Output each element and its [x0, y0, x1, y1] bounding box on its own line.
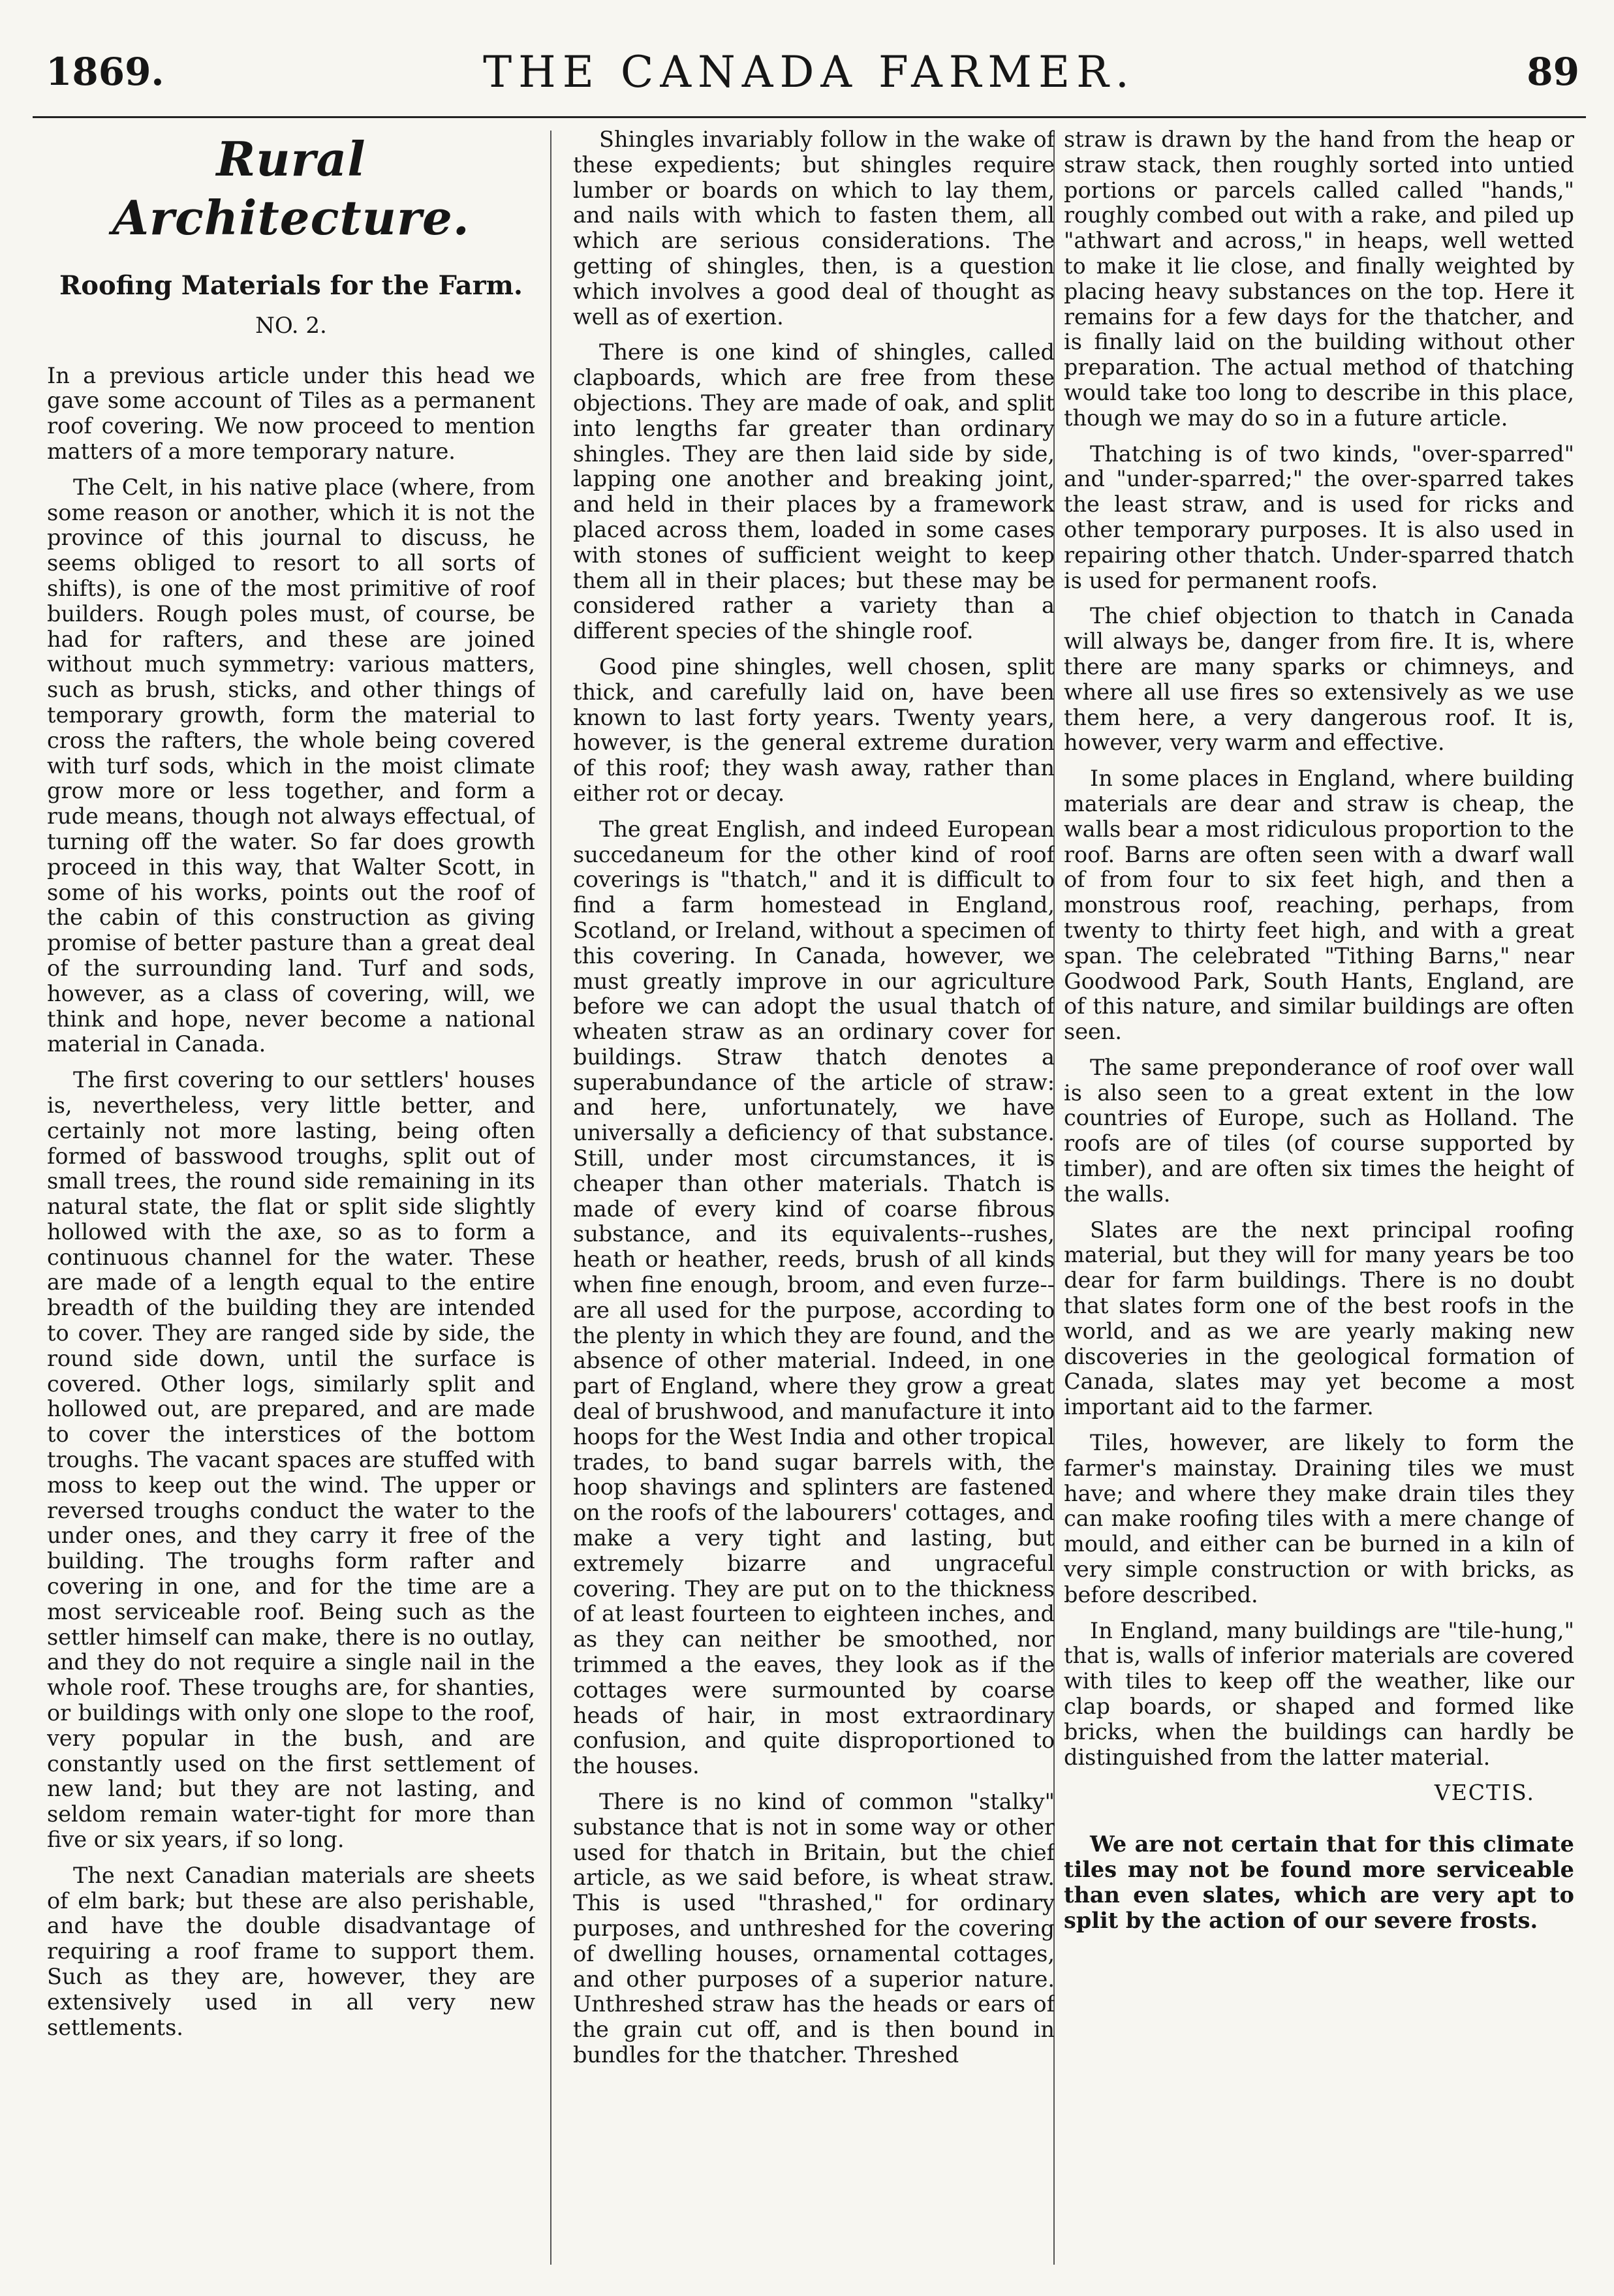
- paragraph: The same preponderance of roof over wall is also seen to a great extent in the low countries of Europe, such as Holland. The roofs are of tiles (of course supported by timber), and are often six times the height of the walls.: [1064, 1054, 1574, 1207]
- newspaper-title: THE CANADA FARMER.: [483, 47, 1136, 97]
- paragraph: There is one kind of shingles, called clapboards, which are free from these objections. They are made of oak, and split into lengths far greater than ordinary shingles. They are then laid side by side, lapping one another and breaking joint, and held in their places by a framework placed across them, loaded in some cases with stones of sufficient weight to keep them all in their places; but these may be considered rather a variety than a different species of the shingle roof.: [573, 339, 1055, 644]
- article-number: NO. 2.: [255, 312, 327, 339]
- paragraph: The first covering to our settlers' houses is, nevertheless, very little better, and certainly not more lasting, being often formed of basswood troughs, split out of small trees, the round side remaining in its natural state, the flat or split side slightly hollowed with the axe, so as to form a continuous channel for the water. These are made of a length equal to the entire breadth of the building they are intended to cover. They are ranged side by side, the round side down, until the surface is covered. Other logs, similarly split and hollowed out, are prepared, and are made to cover the interstices of the bottom troughs. The vacant spaces are stuffed with moss to keep out the wind. The upper or reversed troughs conduct the water to the under ones, and they carry it free of the building. The troughs form rafter and covering in one, and for the time are a most serviceable roof. Being such as the settler himself can make, there is no outlay, and they do not require a single nail in the whole roof. These troughs are, for shanties, or buildings with only one slope to the roof, very popular in the bush, and are constantly used on the first settlement of new land; but they are not lasting, and seldom remain water-tight for more than five or six years, if so long.: [47, 1067, 535, 1853]
- masthead: [33, 18, 1586, 118]
- editor-note: We are not certain that for this climate tiles may not be found more serviceable than even slates, which are very apt to split by the action of our severe frosts.: [1064, 1831, 1574, 1933]
- column-rule: [550, 131, 551, 2265]
- author-signature: VECTIS.: [1434, 1780, 1535, 1806]
- column-3: [1064, 127, 1574, 2261]
- section-heading: Rural Architecture.: [112, 131, 470, 245]
- paragraph: Thatching is of two kinds, "over-sparred" and "under-sparred;" the over-sparred takes the least straw, and is used for ricks and other temporary purposes. It is also used in repairing other thatch. Under-sparred thatch is used for permanent roofs.: [1064, 441, 1574, 593]
- paragraph: There is no kind of common "stalky" substance that is not in some way or other used for thatch in Britain, but the chief article, as we said before, is wheat straw. This is used "thrashed," for ordinary purposes, and unthreshed for the covering of dwelling houses, ornamental cottages, and other purposes of a superior nature. Unthreshed straw has the heads or ears of the grain cut off, and is then bound in bundles for the thatcher. Threshed: [573, 1789, 1055, 2068]
- paragraph: straw is drawn by the hand from the heap or straw stack, then roughly sorted into untied portions or parcels called called "hands," roughly combed out with a rake, and piled up "athwart and across," in heaps, well wetted to make it lie close, and finally weighted by placing heavy substances on the top. Here it remains for a few days for the thatcher, and is finally laid on the building without other preparation. The actual method of thatching would take too long to describe in this place, though we may do so in a future article.: [1064, 127, 1574, 431]
- page-number: 89: [1527, 50, 1579, 94]
- article-title: Roofing Materials for the Farm.: [59, 270, 523, 301]
- paragraph: The great English, and indeed European succedaneum for the other kind of roof coverings is "thatch," and it is difficult to find a farm homestead in England, Scotland, or Ireland, without a specimen of this covering. In Canada, however, we must greatly improve in our agriculture before we can adopt the usual thatch of wheaten straw as an ordinary cover for buildings. Straw thatch denotes a superabundance of the article of straw: and here, unfortunately, we have universally a deficiency of that substance. Still, under most circumstances, it is cheaper than other materials. Thatch is made of every kind of coarse fibrous substance, and its equivalents--rushes, heath or heather, reeds, brush of all kinds when fine enough, broom, and even furze--are all used for the purpose, according to the plenty in which they are found, and the absence of other material. Indeed, in one part of England, where they grow a great deal of brushwood, and manufacture it into hoops for the West India and other tropical trades, to band sugar barrels with, the hoop shavings and splinters are fastened on the roofs of the labourers' cottages, and make a very tight and lasting, but extremely bizarre and ungraceful covering. They are put on to the thickness of at least fourteen to eighteen inches, and as they can neither be smoothed, nor trimmed a the eaves, they look as if the cottages were surmounted by coarse heads of hair, in most extraordinary confusion, and quite disproportioned to the houses.: [573, 816, 1055, 1779]
- paragraph: Shingles invariably follow in the wake of these expedients; but shingles require lumber or boards on which to lay them, and nails with which to fasten them, all which are serious considerations. The getting of shingles, then, is a question which involves a good deal of thought as well as of exertion.: [573, 127, 1055, 330]
- paragraph: The chief objection to thatch in Canada will always be, danger from fire. It is, where there are many sparks or chimneys, and where all use fires so extensively as we use them here, a very dangerous roof. It is, however, very warm and effective.: [1064, 603, 1574, 756]
- paragraph: Good pine shingles, well chosen, split thick, and carefully laid on, have been known to last forty years. Twenty years, however, is the general extreme duration of this roof; they wash away, rather than either rot or decay.: [573, 653, 1055, 806]
- column-1: [47, 127, 535, 2261]
- header-year: 1869.: [46, 50, 164, 94]
- paragraph: The Celt, in his native place (where, from some reason or another, which it is not the province of this journal to discuss, he seems obliged to resort to all sorts of shifts), is one of the most primitive of roof builders. Rough poles must, of course, be had for rafters, and these are joined without much symmetry: various matters, such as brush, sticks, and other things of temporary growth, form the material to cross the rafters, the whole being covered with turf sods, which in the moist climate grow more or less together, and form a rude means, though not always effectual, of turning off the water. So far does growth proceed in this way, that Walter Scott, in some of his works, points out the roof of the cabin of this construction as giving promise of better pasture than a great deal of the surrounding land. Turf and sods, however, as a class of covering, will, we think and hope, never become a national material in Canada.: [47, 474, 535, 1057]
- paragraph: In some places in England, where building materials are dear and straw is cheap, the walls bear a most ridiculous proportion to the roof. Barns are often seen with a dwarf wall of from four to six feet high, and then a monstrous roof, reaching, perhaps, from twenty to thirty feet high, and with a great span. The celebrated "Tithing Barns," near Goodwood Park, South Hants, England, are of this nature, and similar buildings are often seen.: [1064, 766, 1574, 1045]
- column-2: [573, 127, 1055, 2261]
- paragraph: In England, many buildings are "tile-hung," that is, walls of inferior materials are covered with tiles to keep off the weather, like our clap boards, or shaped and formed like bricks, when the buildings can hardly be distinguished from the latter material.: [1064, 1617, 1574, 1770]
- paragraph: Tiles, however, are likely to form the farmer's mainstay. Draining tiles we must have; and where they make drain tiles they can make roofing tiles with a mere change of mould, and either can be burned in a kiln of very simple construction or with bricks, as before described.: [1064, 1430, 1574, 1607]
- paragraph: Slates are the next principal roofing material, but they will for many years be too dear for farm buildings. There is no doubt that slates form one of the best roofs in the world, and as we are yearly making new discoveries in the geological formation of Canada, slates may yet become a most important aid to the farmer.: [1064, 1217, 1574, 1420]
- paragraph: In a previous article under this head we gave some account of Tiles as a permanent roof covering. We now proceed to mention matters of a more temporary nature.: [47, 362, 535, 464]
- paragraph: The next Canadian materials are sheets of elm bark; but these are also perishable, and have the double disadvantage of requiring a roof frame to support them. Such as they are, however, they are extensively used in all very new settlements.: [47, 1862, 535, 2040]
